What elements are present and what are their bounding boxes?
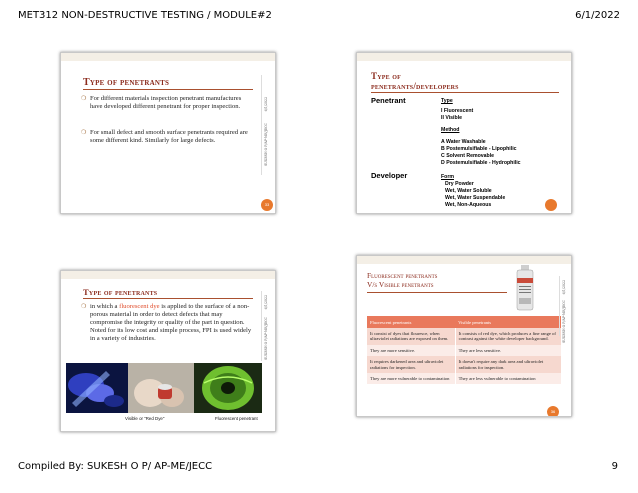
slide-title: Type of penetrants — [83, 287, 158, 297]
spray-can-image — [513, 264, 537, 312]
slide-title-line2: V/s Visible penetrants — [367, 280, 434, 289]
bullet-item: ❍ For different materials inspection penetrant manufactures have developed different penetrant for proper inspection. — [81, 95, 242, 111]
vertical-author: SUKESH O P/AP-ME/JECC — [264, 123, 268, 166]
table-row — [367, 373, 561, 384]
type-item: I Fluorescent — [441, 108, 474, 114]
table-cell: It requires darkened area and ultraviolet radiations for inspection. — [367, 356, 455, 373]
bullet-icon: ❍ — [81, 304, 87, 310]
vertical-date: 6/1/2022 — [562, 280, 566, 295]
slide-thumbnail-2[interactable] — [356, 52, 572, 214]
table-row — [367, 356, 561, 373]
table-row — [367, 328, 561, 345]
bullet-item: ❍ in which a fluorescent dye is applied to the surface of a non-porous material in order to detect defects that may compromise the integrity or quality of the part in question. Noted for its low cost and simple process, FPI is used widely in a variety of industries. — [81, 303, 252, 343]
vertical-author: SUKESH O P/AP-ME/JECC — [264, 317, 268, 360]
vertical-date: 6/1/2022 — [264, 295, 268, 310]
form-item: Wet, Water Suspendable — [445, 195, 506, 201]
vertical-author: SUKESH O P/AP-ME/JECC — [562, 300, 566, 343]
method-item: A Water Washable — [441, 139, 486, 145]
slide-thumbnail-1[interactable] — [60, 52, 276, 214]
accent-dot — [545, 199, 557, 211]
method-item: D Postemulsifiable - Hydrophilic — [441, 160, 521, 166]
slide-top-band — [357, 256, 571, 264]
slide-number-badge: 36 — [547, 406, 559, 417]
bullet-item: ❍ For small defect and smooth surface penetrants required are some different kind. Similarly for large defects. — [81, 129, 248, 145]
highlight-text: fluorescent dye — [119, 303, 160, 310]
slide-top-band — [357, 53, 571, 61]
table-cell: It consists of red dye, which produces a fine range of contrast against the white developer background. — [455, 328, 561, 345]
header-date: 6/1/2022 — [575, 10, 620, 21]
bullet-icon: ❍ — [81, 130, 87, 136]
table-cell: They are less vulnerable to contamination — [455, 373, 561, 384]
comparison-table — [367, 316, 561, 384]
slide-thumbnail-4[interactable] — [356, 255, 572, 417]
slide-title-line1: Type of — [371, 71, 401, 81]
header-left: MET312 NON-DESTRUCTIVE TESTING / MODULE#2 — [18, 10, 272, 21]
slide-number-badge: 33 — [261, 199, 273, 211]
table-header-cell: Fluorescent penetrants — [367, 316, 455, 328]
title-underline — [371, 92, 559, 93]
caption-right: Fluorescent penetrant — [215, 416, 258, 421]
type-item: II Visible — [441, 115, 462, 121]
photo-uv-inspection — [66, 363, 128, 413]
photo-red-dye — [128, 363, 194, 413]
title-underline — [367, 292, 507, 293]
title-underline — [83, 89, 253, 90]
footer-author: Compiled By: SUKESH O P/ AP-ME/JECC — [18, 461, 213, 472]
slide-title-line1: Fluorescent penetrants — [367, 271, 438, 280]
type-label: Type — [441, 98, 453, 104]
method-label: Method — [441, 127, 460, 133]
footer-page-number: 9 — [611, 461, 618, 472]
form-item: Dry Powder — [445, 181, 474, 187]
table-cell: They are less sensitive. — [455, 345, 561, 356]
table-cell: They are more vulnerable to contamination — [367, 373, 455, 384]
caption-left: Visible or "Red Dye" — [125, 416, 165, 421]
developer-label: Developer — [371, 171, 408, 180]
form-label: Form — [441, 174, 454, 180]
slide-title-line2: penetrants/developers — [371, 81, 459, 91]
form-item: Wet, Water Soluble — [445, 188, 492, 194]
method-item: B Postemulsifiable - Lipophilic — [441, 146, 517, 152]
vertical-date: 6/1/2022 — [264, 97, 268, 112]
table-row — [367, 345, 561, 356]
bullet-icon: ❍ — [81, 96, 87, 102]
table-cell: It doesn't require any dark area and ultraviolet radiations for inspection. — [455, 356, 561, 373]
slide-top-band — [61, 271, 275, 279]
table-cell: It consist of dyes that flouresce, when ultraviolet radiations are exposed on them. — [367, 328, 455, 345]
slide-top-band — [61, 53, 275, 61]
slide-title: Type of penetrants — [83, 77, 170, 88]
photo-fluorescent — [194, 363, 262, 413]
title-underline — [83, 298, 253, 299]
penetrant-label: Penetrant — [371, 96, 406, 105]
table-cell: They are more sensitive. — [367, 345, 455, 356]
table-header-cell: Visible penetrants — [455, 316, 561, 328]
form-item: Wet, Non-Aqueous — [445, 202, 492, 208]
slide-thumbnail-3[interactable] — [60, 270, 276, 432]
method-item: C Solvent Removable — [441, 153, 495, 159]
